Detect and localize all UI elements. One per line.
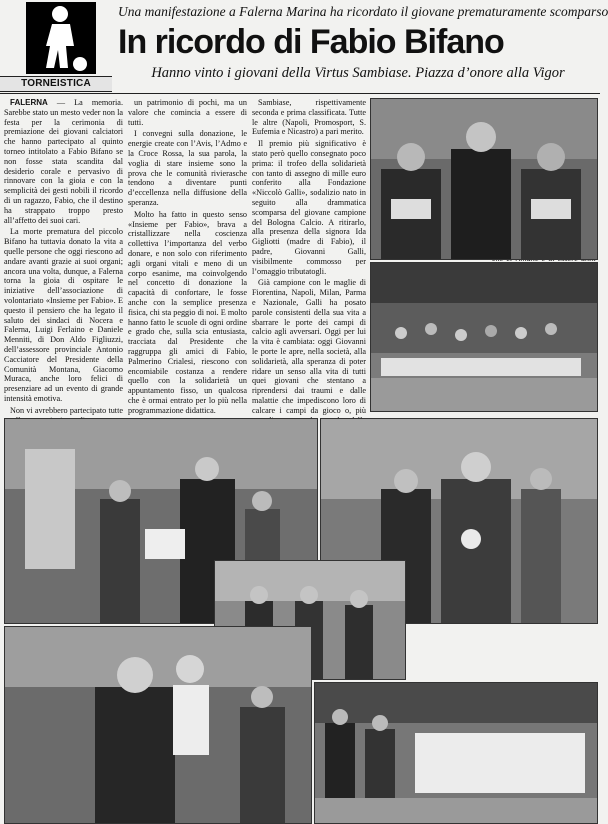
photo-man-holding-child [4, 626, 312, 824]
paragraph: — La memoria. Sarebbe stato un mesto veder non la festa per la cerimonia di premiazione dei giovani calciatori che hanno partecipato al quinto torneo intitolato a Fabio Bifano se non fosse stata scandita dal desiderio corale e pervasivo di rinnovare con la gioia e con la semplicità dei gesti nobili il ricordo di un ragazzo, Fabio, che il destino ha strappato troppo presto all’affetto dei suoi cari. [4, 98, 123, 225]
paragraph: Non vi avrebbero partecipato tutte [10, 405, 123, 415]
paragraph: Sambiase, rispettivamente seconda e prima classificata. Tutte le altre (Napoli, Promosport, S. Eufemia e Nicastro) a pari merito. [252, 98, 366, 137]
paragraph: La morte prematura del piccolo Bifano ha tuttavia donato la vita a quelle persone che oggi riescono ad andare avanti grazie ai suoi organi; ancora una volta, dunque, a Falerna torna la gioia di ospitare le iniziative dell’associazione di volontariato «Insieme per Fabio». E questo il pensiero che ha legato il saluto dei sindaci di Nocera e Falerna, Luigi Ferlaino e Daniele Menniti, di Don Aldo Figliuzzi, dell’assessore provinciale Antonio Cacciatore del Presidente della Comunità Montana, Giacomo Muraca, anche loro felici di presenziare ad un evento di grande intensità emotiva. [4, 227, 123, 403]
footballer-silhouette-icon [26, 2, 96, 74]
photo-three-men-team-shirts [370, 98, 598, 260]
article-subhead: Hanno vinto i giovani della Virtus Sambiase. Piazza d’onore alla Vigor [151, 65, 565, 81]
article-column-1 [4, 98, 123, 415]
article-headline: In ricordo di Fabio Bifano [118, 23, 504, 61]
paragraph: un patrimonio di pochi, ma un valore che comincia a essere di tutti. [128, 98, 247, 127]
paragraph: I convegni sulla donazione, le energie create con l’Avis, l’Admo e la Croce Rossa, la sua parola, la voglia di stare insieme sono la prova che le comunità rivierasche tendono a diventare punti d’eccellenza nella diffusione della speranza. [128, 129, 247, 207]
paragraph: Già campione con le maglie di Fiorentina, Napoli, Milan, Parma e Nazionale, Galli ha posato parole consistenti della sua vita a sbarrare le porte dei campi di calcio agli avversari. Oggi per lui la vita è cambiata: oggi Giovanni le porte le apre, nella società, alla solidarietà, alla speranza di poter ridare un senso alla vita di tutti quei giovani che stentano a riprendersi dai traumi e dalle malattie che impediscono loro di calcare i campi da gioco o, più [252, 278, 366, 415]
article-column-2 [128, 98, 247, 415]
photo-crowd-in-park [370, 262, 598, 412]
article-column-3 [252, 98, 366, 415]
section-tag: TORNEISTICA [0, 76, 112, 92]
article-dateline: FALERNA [10, 98, 48, 107]
article-kicker: Una manifestazione a Falerna Marina ha ricordato il giovane prematuramente scomparso [118, 4, 608, 19]
paragraph: Il premio più significativo è stato però quello consegnato poco prima: il trofeo della solidarietà con tanto di assegno di mille euro conferito alla Fondazione «Niccolò Galli», sodalizio nato in seguito alla drammatica scomparsa del giovane campione del Bologna Calcio. A ritirarlo, alla presenza della signora Ida Gigliotti (madre di Fabio), il padre, Giovanni Galli, visibilmente commosso per l’omaggio tributatogli. [252, 139, 366, 276]
photo-stage-table [314, 682, 598, 824]
paragraph: Molto ha fatto in questo senso «Insieme per Fabio», brava a cristallizzare nella coscienza collettiva l’importanza del verbo donare, e non solo con riferimento agli organi vitali e meno di un corpo esanime, ma coinvolgendo nel concetto di donazione la capacità di confortare, le fosse anche con la semplice presenza fisica, chi sta peggio di noi. E molto hanno fatto le scuole di ogni ordine e grado che, sulla scia entusiasta, tracciata dal Presidente che raggruppa gli amici di Fabio, Palmerino Crialesi, riescono con encomiabile costanza a rendere quello con la solidarietà un appuntamento fisso, un qualcosa che è ormai entrato per lo più nella programmazione didattica. [128, 209, 247, 415]
header-divider [0, 93, 600, 94]
